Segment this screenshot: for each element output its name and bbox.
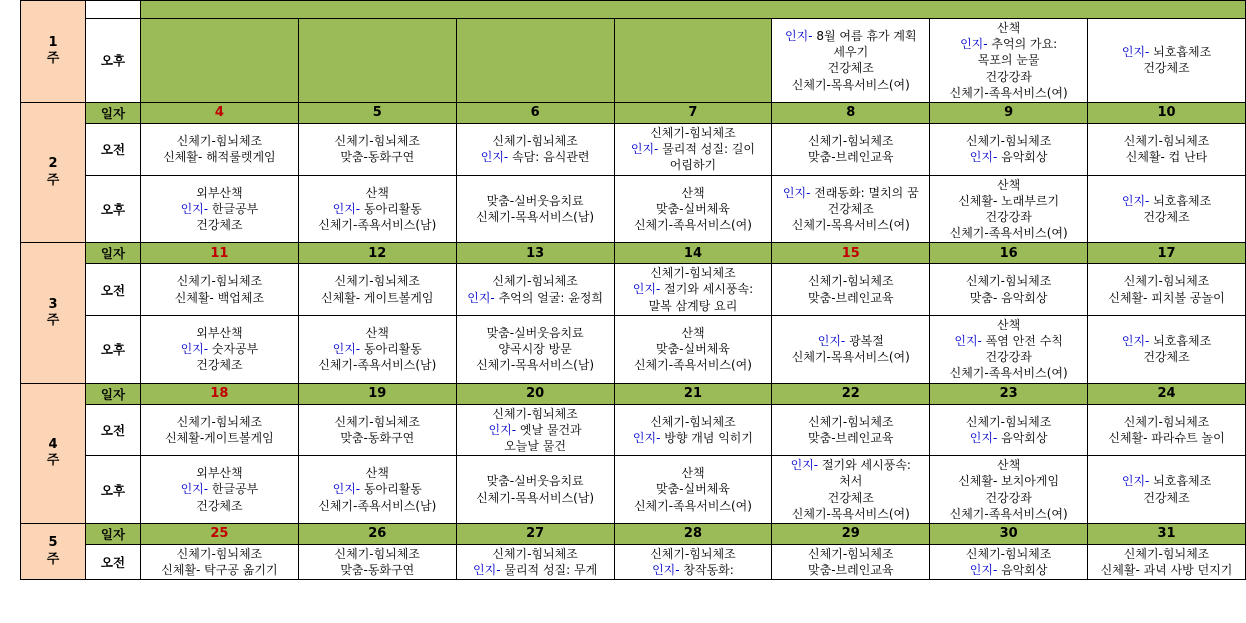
activity-cell xyxy=(614,19,772,103)
date-cell: 24 xyxy=(1088,383,1246,404)
activity-line: 신체기-힘뇌체조 xyxy=(334,134,420,149)
activity-line: 인지- 광복절 xyxy=(817,334,884,348)
row-label-date: 일자 xyxy=(86,523,141,544)
activity-line: 맞춤-실버체육 xyxy=(656,342,730,357)
activity-line: 신체기-힘뇌체조 xyxy=(808,134,894,149)
schedule-table xyxy=(20,0,1246,580)
activity-line: 신체기-족욕서비스(여) xyxy=(633,217,752,232)
activity-line: 양곡시장 방문 xyxy=(498,342,572,357)
activity-line: 산책 xyxy=(997,317,1021,332)
row-label-date: 일자 xyxy=(86,243,141,264)
week-label: 5 주 xyxy=(21,523,86,579)
activity-cell xyxy=(772,19,930,103)
activity-cell xyxy=(930,123,1088,175)
activity-cell xyxy=(298,264,456,316)
activity-cell xyxy=(614,175,772,243)
activity-line: 신체기-힘뇌체조 xyxy=(965,274,1052,289)
activity-cell xyxy=(141,456,299,524)
activity-category: 인지- xyxy=(632,282,661,297)
activity-line: 신체기-힘뇌체조 xyxy=(808,546,894,561)
activity-cell xyxy=(930,404,1088,456)
activity-line: 인지- 음악회상 xyxy=(969,150,1048,165)
activity-category: 인지- xyxy=(1121,193,1150,208)
activity-category: 인지- xyxy=(180,201,209,216)
activity-line: 건강체조 xyxy=(196,498,243,513)
activity-cell xyxy=(141,544,299,579)
date-cell: 4 xyxy=(141,102,299,123)
morning-row xyxy=(21,1,1246,19)
activity-line: 신체기-힘뇌체조 xyxy=(492,134,578,149)
activity-cell xyxy=(930,175,1088,243)
date-row xyxy=(21,102,1246,123)
activity-line: 신체기-족욕서비스(여) xyxy=(949,226,1068,241)
activity-line: 신체기-목욕서비스(여) xyxy=(791,77,910,92)
activity-line: 신체기-목욕서비스(남) xyxy=(476,209,595,224)
activity-line: 신체기-힘뇌체조 xyxy=(808,414,894,429)
date-cell: 12 xyxy=(298,243,456,264)
activity-category: 인지- xyxy=(969,563,998,578)
date-row xyxy=(21,523,1246,544)
activity-cell xyxy=(614,264,772,316)
activity-line: 어림하기 xyxy=(669,158,717,173)
activity-category: 인지- xyxy=(332,342,361,357)
activity-line: 건강체조 xyxy=(827,201,874,216)
activity-line: 신체기-힘뇌체조 xyxy=(965,134,1052,149)
activity-line: 맞춤-동화구연 xyxy=(340,563,415,578)
activity-line: 인지- 음악회상 xyxy=(969,430,1048,445)
activity-line: 산책 xyxy=(365,466,389,481)
activity-line: 인지- 추억의 얼굴: 윤정희 xyxy=(467,290,603,305)
activity-line: 신체기-족욕서비스(여) xyxy=(633,358,752,373)
activity-line: 신체기-힘뇌체조 xyxy=(650,546,736,561)
activity-line: 신체기-족욕서비스(여) xyxy=(949,366,1068,381)
activity-category: 인지- xyxy=(782,185,811,200)
date-cell: 9 xyxy=(930,102,1088,123)
morning-row xyxy=(21,544,1246,579)
activity-line: 신체기-힘뇌체조 xyxy=(492,406,578,421)
activity-cell xyxy=(141,315,299,383)
activity-cell xyxy=(772,264,930,316)
activity-cell xyxy=(614,456,772,524)
activity-cell xyxy=(614,123,772,175)
activity-line: 맞춤-브레인교육 xyxy=(808,430,894,445)
activity-line: 인지- 동아리활동 xyxy=(332,482,422,497)
activity-cell xyxy=(1088,544,1246,579)
activity-cell xyxy=(456,175,614,243)
week-label: 4 주 xyxy=(21,383,86,523)
activity-category: 인지- xyxy=(467,290,495,305)
activity-line: 신체기-족욕서비스(여) xyxy=(633,498,752,513)
activity-line: 건강강좌 xyxy=(985,350,1032,365)
activity-line: 맞춤-브레인교육 xyxy=(808,563,894,578)
activity-cell xyxy=(930,456,1088,524)
activity-line: 인지- 속담: 음식관련 xyxy=(480,150,590,165)
activity-line: 세우기 xyxy=(833,45,869,60)
activity-line: 신체활- 해적룰렛게임 xyxy=(163,150,276,165)
activity-line: 맞춤- 음악회상 xyxy=(969,290,1048,305)
activity-cell xyxy=(930,315,1088,383)
activity-cell xyxy=(456,456,614,524)
date-cell: 14 xyxy=(614,243,772,264)
activity-line: 건강체조 xyxy=(1143,209,1190,224)
activity-cell xyxy=(772,123,930,175)
date-row xyxy=(21,383,1246,404)
activity-line: 인지- 절기와 세시풍속: xyxy=(790,458,911,473)
row-label-afternoon: 오후 xyxy=(86,19,141,103)
activity-category: 인지- xyxy=(960,37,988,52)
activity-category: 인지- xyxy=(969,150,998,165)
activity-line: 신체활- 파라슈트 놀이 xyxy=(1108,430,1225,445)
activity-line: 신체기-힘뇌체조 xyxy=(492,274,578,289)
date-cell: 10 xyxy=(1088,102,1246,123)
activity-line: 신체기-힘뇌체조 xyxy=(176,546,263,561)
activity-category: 인지- xyxy=(332,201,361,216)
activity-line: 인지- 물리적 성질: 무게 xyxy=(473,563,598,578)
activity-cell xyxy=(772,404,930,456)
activity-category: 인지- xyxy=(632,430,661,445)
activity-cell xyxy=(930,264,1088,316)
afternoon-row xyxy=(21,175,1246,243)
activity-line: 신체기-족욕서비스(여) xyxy=(949,506,1068,521)
activity-line: 인지- 전래동화: 멸치의 꿈 xyxy=(782,185,919,200)
date-row xyxy=(21,243,1246,264)
row-label-morning xyxy=(86,1,141,19)
date-cell: 19 xyxy=(298,383,456,404)
activity-line: 맞춤-동화구연 xyxy=(340,430,415,445)
date-cell: 28 xyxy=(614,523,772,544)
activity-line: 인지- 뇌호흡체조 xyxy=(1121,45,1212,60)
activity-cell xyxy=(930,19,1088,103)
activity-line: 인지- 뇌호흡체조 xyxy=(1121,474,1212,489)
activity-category: 인지- xyxy=(473,563,501,578)
date-cell: 7 xyxy=(614,102,772,123)
activity-cell xyxy=(1088,315,1246,383)
activity-line: 신체기-힘뇌체조 xyxy=(1123,274,1210,289)
blocked-cell xyxy=(141,1,1246,19)
date-cell: 18 xyxy=(141,383,299,404)
activity-cell xyxy=(1088,264,1246,316)
activity-cell xyxy=(456,315,614,383)
activity-line: 신체기-힘뇌체조 xyxy=(1123,134,1210,149)
date-cell: 30 xyxy=(930,523,1088,544)
activity-cell xyxy=(141,264,299,316)
activity-cell xyxy=(1088,123,1246,175)
activity-line: 건강체조 xyxy=(1143,490,1190,505)
activity-cell xyxy=(614,315,772,383)
activity-cell xyxy=(772,315,930,383)
week-label: 1 주 xyxy=(21,1,86,103)
activity-line: 오늘날 물건 xyxy=(504,438,566,453)
date-cell: 27 xyxy=(456,523,614,544)
activity-line: 인지- 한글공부 xyxy=(180,201,259,216)
activity-cell xyxy=(141,19,299,103)
date-cell: 22 xyxy=(772,383,930,404)
activity-line: 인지- 8월 여름 휴가 계획 xyxy=(785,29,917,44)
row-label-morning: 오전 xyxy=(86,264,141,316)
activity-cell xyxy=(930,544,1088,579)
activity-line: 신체기-목욕서비스(남) xyxy=(476,358,595,373)
row-label-date: 일자 xyxy=(86,383,141,404)
activity-cell xyxy=(772,175,930,243)
activity-line: 신체기-족욕서비스(남) xyxy=(318,498,437,513)
schedule-table-body xyxy=(21,1,1246,580)
activity-line: 맞춤-실버체육 xyxy=(656,482,730,497)
activity-line: 신체활- 백업체조 xyxy=(174,290,265,305)
week-label: 3 주 xyxy=(21,243,86,383)
activity-line: 인지- 동아리활동 xyxy=(332,201,422,216)
activity-cell xyxy=(298,404,456,456)
activity-cell xyxy=(1088,19,1246,103)
date-cell: 5 xyxy=(298,102,456,123)
date-cell: 21 xyxy=(614,383,772,404)
row-label-afternoon: 오후 xyxy=(86,315,141,383)
activity-cell xyxy=(1088,456,1246,524)
activity-cell xyxy=(456,264,614,316)
activity-category: 인지- xyxy=(1121,474,1150,489)
activity-line: 인지- 방향 개념 익히기 xyxy=(632,430,753,445)
activity-line: 인지- 숫자공부 xyxy=(180,342,259,357)
activity-line: 신체기-목욕서비스(여) xyxy=(791,506,910,521)
activity-line: 인지- 음악회상 xyxy=(969,563,1048,578)
activity-line: 신체기-힘뇌체조 xyxy=(1123,414,1210,429)
activity-line: 신체기-힘뇌체조 xyxy=(1123,546,1210,561)
activity-line: 신체기-목욕서비스(남) xyxy=(476,490,595,505)
activity-line: 신체활-게이트볼게임 xyxy=(165,430,274,445)
activity-line: 인지- 물리적 성질: 길이 xyxy=(630,142,756,157)
activity-cell xyxy=(1088,404,1246,456)
date-cell: 13 xyxy=(456,243,614,264)
activity-line: 신체기-족욕서비스(남) xyxy=(318,217,437,232)
activity-category: 인지- xyxy=(1121,45,1150,60)
activity-line: 산책 xyxy=(997,458,1021,473)
date-cell: 29 xyxy=(772,523,930,544)
activity-line: 인지- 절기와 세시풍속: xyxy=(632,282,754,297)
activity-line: 인지- 동아리활동 xyxy=(332,342,422,357)
activity-line: 신체활- 보치아게임 xyxy=(958,474,1060,489)
activity-line: 신체기-힘뇌체조 xyxy=(650,414,736,429)
activity-line: 건강강좌 xyxy=(985,490,1032,505)
activity-line: 신체기-족욕서비스(여) xyxy=(949,85,1068,100)
activity-line: 외부산책 xyxy=(196,325,243,340)
activity-line: 신체기-족욕서비스(남) xyxy=(318,358,437,373)
activity-cell xyxy=(614,404,772,456)
activity-category: 인지- xyxy=(332,482,361,497)
row-label-afternoon: 오후 xyxy=(86,175,141,243)
row-label-morning: 오전 xyxy=(86,544,141,579)
activity-line: 신체기-힘뇌체조 xyxy=(965,414,1052,429)
date-cell: 31 xyxy=(1088,523,1246,544)
date-cell: 8 xyxy=(772,102,930,123)
morning-row xyxy=(21,123,1246,175)
activity-line: 맞춤-동화구연 xyxy=(340,150,415,165)
activity-line: 신체기-힘뇌체조 xyxy=(334,274,420,289)
activity-line: 건강체조 xyxy=(827,61,874,76)
date-cell: 25 xyxy=(141,523,299,544)
morning-row xyxy=(21,264,1246,316)
row-label-morning: 오전 xyxy=(86,123,141,175)
activity-line: 신체기-힘뇌체조 xyxy=(176,414,263,429)
activity-line: 맞춤-브레인교육 xyxy=(808,290,894,305)
activity-category: 인지- xyxy=(1121,334,1150,348)
activity-cell xyxy=(298,123,456,175)
activity-line: 인지- 뇌호흡체조 xyxy=(1121,193,1212,208)
activity-cell xyxy=(772,456,930,524)
activity-line: 인지- 옛날 물건과 xyxy=(488,422,582,437)
activity-line: 건강체조 xyxy=(827,490,874,505)
activity-cell xyxy=(141,175,299,243)
week-label: 2 주 xyxy=(21,102,86,242)
activity-cell xyxy=(456,544,614,579)
activity-line: 신체활- 탁구공 옮기기 xyxy=(161,563,278,578)
morning-row xyxy=(21,404,1246,456)
activity-category: 인지- xyxy=(488,422,517,437)
activity-line: 신체활- 과녁 사방 던지기 xyxy=(1100,563,1233,578)
activity-cell xyxy=(298,315,456,383)
activity-line: 건강체조 xyxy=(196,217,243,232)
activity-line: 건강강좌 xyxy=(985,209,1032,224)
activity-line: 신체기-힘뇌체조 xyxy=(808,274,894,289)
activity-line: 신체활- 게이트볼게임 xyxy=(321,290,434,305)
activity-line: 산책 xyxy=(681,325,705,340)
activity-line: 신체기-목욕서비스(여) xyxy=(791,350,910,365)
afternoon-row xyxy=(21,315,1246,383)
activity-line: 신체기-힘뇌체조 xyxy=(176,134,263,149)
activity-cell xyxy=(298,175,456,243)
activity-category: 인지- xyxy=(630,142,659,157)
activity-cell xyxy=(298,456,456,524)
activity-line: 건강체조 xyxy=(1143,350,1190,365)
row-label-afternoon: 오후 xyxy=(86,456,141,524)
activity-cell xyxy=(298,19,456,103)
activity-line: 신체기-목욕서비스(여) xyxy=(791,217,910,232)
activity-line: 건강체조 xyxy=(1143,61,1190,76)
activity-cell xyxy=(772,544,930,579)
activity-line: 목포의 눈물 xyxy=(977,53,1040,68)
activity-cell xyxy=(141,404,299,456)
activity-line: 외부산책 xyxy=(196,466,243,481)
activity-category: 인지- xyxy=(480,150,509,165)
date-cell: 17 xyxy=(1088,243,1246,264)
activity-line: 처서 xyxy=(839,474,863,489)
activity-category: 인지- xyxy=(790,458,819,473)
activity-line: 신체기-힘뇌체조 xyxy=(650,125,736,140)
date-cell: 6 xyxy=(456,102,614,123)
activity-category: 인지- xyxy=(652,563,680,578)
activity-category: 인지- xyxy=(180,342,209,357)
activity-line: 건강강좌 xyxy=(985,69,1032,84)
activity-line: 산책 xyxy=(365,325,389,340)
activity-line: 신체기-힘뇌체조 xyxy=(650,266,736,281)
activity-line: 산책 xyxy=(997,21,1021,35)
activity-cell xyxy=(298,544,456,579)
date-cell: 26 xyxy=(298,523,456,544)
activity-line: 인지- 한글공부 xyxy=(180,482,259,497)
activity-line: 인지- 뇌호흡체조 xyxy=(1121,334,1212,348)
activity-line: 산책 xyxy=(681,185,705,200)
activity-line: 맞춤-실버웃음치료 xyxy=(486,193,584,208)
activity-line: 신체기-힘뇌체조 xyxy=(334,414,420,429)
activity-line: 신체활- 노래부르기 xyxy=(958,193,1060,208)
activity-cell xyxy=(456,123,614,175)
activity-line: 산책 xyxy=(365,185,389,200)
activity-cell xyxy=(456,404,614,456)
activity-category: 인지- xyxy=(817,334,846,348)
activity-line: 산책 xyxy=(681,466,705,481)
date-cell: 20 xyxy=(456,383,614,404)
row-label-date: 일자 xyxy=(86,102,141,123)
date-cell: 11 xyxy=(141,243,299,264)
activity-line: 신체기-힘뇌체조 xyxy=(965,546,1052,561)
activity-line: 신체활- 피치볼 공놀이 xyxy=(1108,290,1225,305)
activity-line: 인지- 추억의 가요: xyxy=(960,37,1058,52)
activity-line: 맞춤-실버웃음치료 xyxy=(486,325,584,340)
afternoon-row xyxy=(21,19,1246,103)
date-cell: 16 xyxy=(930,243,1088,264)
activity-line: 말복 삼계탕 요리 xyxy=(648,298,738,313)
activity-line: 신체기-힘뇌체조 xyxy=(334,546,420,561)
activity-cell xyxy=(141,123,299,175)
activity-line: 건강체조 xyxy=(196,358,243,373)
activity-cell xyxy=(456,19,614,103)
activity-category: 인지- xyxy=(954,334,982,348)
row-label-morning: 오전 xyxy=(86,404,141,456)
activity-category: 인지- xyxy=(969,430,998,445)
activity-line: 신체기-힘뇌체조 xyxy=(176,274,263,289)
activity-line: 인지- 폭염 안전 수칙 xyxy=(954,334,1063,348)
date-cell: 15 xyxy=(772,243,930,264)
activity-line: 산책 xyxy=(997,177,1021,192)
activity-category: 인지- xyxy=(180,482,209,497)
date-cell: 23 xyxy=(930,383,1088,404)
activity-category: 인지- xyxy=(785,29,813,44)
activity-line: 맞춤-브레인교육 xyxy=(808,150,894,165)
activity-line: 맞춤-실버웃음치료 xyxy=(486,474,584,489)
activity-line: 신체기-힘뇌체조 xyxy=(492,546,578,561)
activity-line: 인지- 창작동화: xyxy=(652,563,734,578)
activity-line: 신체활- 컵 난타 xyxy=(1125,150,1208,165)
activity-line: 맞춤-실버체육 xyxy=(656,201,730,216)
activity-cell xyxy=(614,544,772,579)
activity-line: 외부산책 xyxy=(196,185,243,200)
afternoon-row xyxy=(21,456,1246,524)
activity-cell xyxy=(1088,175,1246,243)
